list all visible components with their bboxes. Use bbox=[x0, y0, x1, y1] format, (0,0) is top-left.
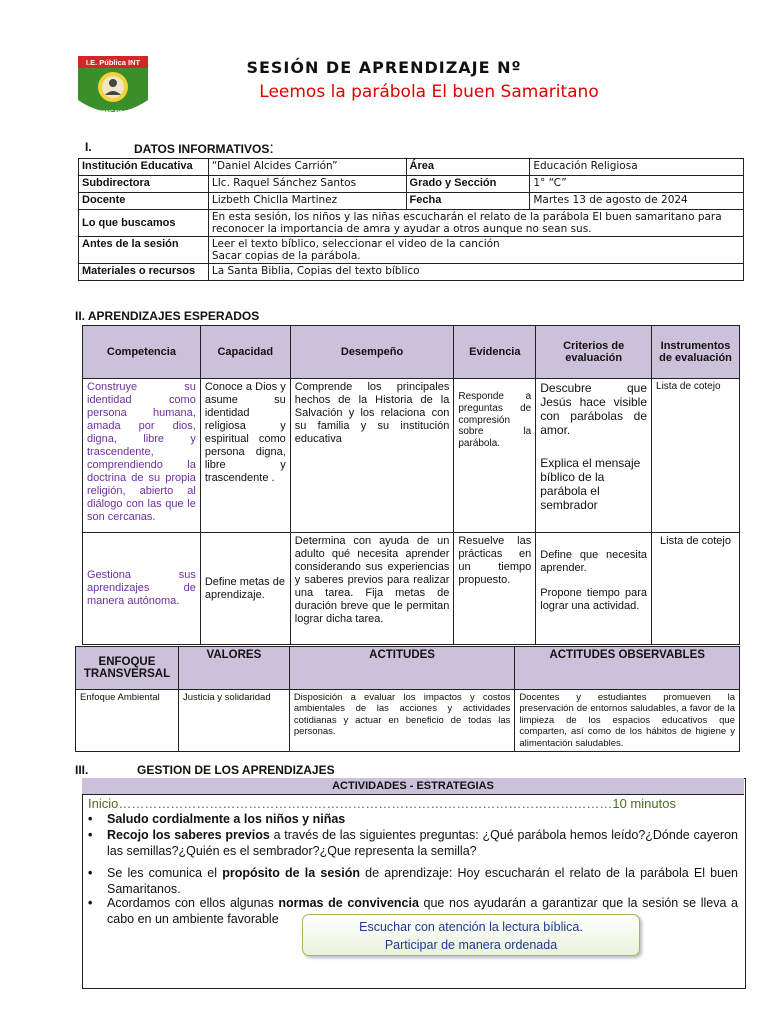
grado-value: 1° “C” bbox=[530, 176, 744, 193]
subdirectora-label: Subdirectora bbox=[79, 176, 209, 193]
bullet-normas: • Acordamos con ellos algunas normas de convivencia que nos ayudarán a garantizar que la sesión se lleva a cabo en un ambiente favorable bbox=[88, 896, 738, 926]
r1-evidencia: Responde a preguntas de compresión sobre la parábola. bbox=[454, 379, 536, 533]
col-competencia: Competencia bbox=[83, 326, 201, 379]
institucion-label: Institución Educativa bbox=[79, 159, 209, 176]
enfoque-table bbox=[75, 646, 740, 752]
r1-desempeno: Comprende los principales hechos de la Historia de la Salvación y los relaciona con su familia y su institución educativa bbox=[290, 379, 454, 533]
r2-instrumento: Lista de cotejo bbox=[652, 533, 740, 645]
r2-criterios bbox=[536, 533, 652, 645]
observables-value: Docentes y estudiantes promueven la preservación de entornos saludables, a favor de la limpieza de los espacios educativos que comparten, así como de los hábitos de higiene y alimentación saludables. bbox=[515, 690, 740, 752]
grado-label: Grado y Sección bbox=[406, 176, 530, 193]
docente-value: Lizbeth Chiclla Martinez bbox=[208, 193, 406, 210]
callout-line-2: Participar de manera ordenada bbox=[384, 938, 558, 952]
materiales-value: La Santa Biblia, Copias del texto bíblico bbox=[208, 264, 743, 281]
fecha-label: Fecha bbox=[406, 193, 530, 210]
subdirectora-value: LIc. Raquel Sánchez Santos bbox=[208, 176, 406, 193]
antes-label: Antes de la sesión bbox=[79, 237, 209, 264]
col-valores: VALORES bbox=[178, 647, 289, 690]
buscamos-label: Lo que buscamos bbox=[79, 210, 209, 237]
svg-text:CHANCAYLLO: CHANCAYLLO bbox=[94, 110, 132, 116]
enfoque-value: Enfoque Ambiental bbox=[76, 690, 179, 752]
area-label: Área bbox=[406, 159, 530, 176]
docente-label: Docente bbox=[79, 193, 209, 210]
section-1-heading: DATOS INFORMATIVOS: bbox=[134, 140, 274, 157]
bullet-normas-pre: Acordamos con ellos algunas bbox=[107, 896, 279, 910]
col-desempeno: Desempeño bbox=[290, 326, 454, 379]
r2-criterio-1: Define que necesita aprender. bbox=[540, 549, 648, 574]
bullet-saludo-text: Saludo cordialmente a los niños y niñas bbox=[107, 812, 346, 826]
page-title: SESIÓN DE APRENDIZAJE Nº bbox=[246, 58, 522, 77]
inicio-line: Inicio……………………………………………………………………………………………………10 minutos bbox=[88, 796, 676, 811]
bullet-proposito: • Se les comunica el propósito de la sesión de aprendizaje: Hoy escucharán el relato de la parábola El buen Samaritanos. bbox=[88, 866, 738, 896]
r1-instrumento: Lista de cotejo bbox=[652, 379, 740, 533]
buscamos-value: En esta sesión, los niños y las niñas escucharán el relato de la parábola El buen samaritano para reconocer la importancia de amra y ayudar a otros aunque no sean sus. bbox=[208, 210, 743, 237]
callout-line-1: Escuchar con atención la lectura bíblica. bbox=[359, 920, 583, 934]
area-value: Educación Religiosa bbox=[530, 159, 744, 176]
col-observables: ACTITUDES OBSERVABLES bbox=[515, 647, 740, 690]
r1-criterio-2: Explica el mensaje bíblico de la parábola el sembrador bbox=[540, 455, 641, 513]
section-3-number: III. bbox=[75, 763, 89, 777]
r2-evidencia: Resuelve las prácticas en un tiempo propuesto. bbox=[454, 533, 536, 645]
col-actitudes: ACTITUDES bbox=[289, 647, 515, 690]
col-enfoque: ENFOQUE TRANSVERSAL bbox=[76, 647, 179, 690]
institucion-value: “Daniel Alcides Carrión” bbox=[208, 159, 406, 176]
col-criterios: Criterios de evaluación bbox=[536, 326, 652, 379]
bullet-saberes: • Recojo los saberes previos a través de las siguientes preguntas: ¿Qué parábola hemos leído?¿Dónde cayeron las semillas?¿Quién es el sembrador?¿Que representa la semilla? bbox=[88, 828, 738, 858]
section-2-heading: II. APRENDIZAJES ESPERADOS bbox=[75, 309, 260, 323]
aprendizajes-table bbox=[82, 325, 740, 645]
col-instrumentos: Instrumentos de evaluación bbox=[652, 326, 740, 379]
r1-capacidad: Conoce a Dios y asume su identidad religiosa y espiritual como persona digna, libre y trascendente . bbox=[200, 379, 290, 533]
fecha-value: Martes 13 de agosto de 2024 bbox=[530, 193, 744, 210]
antes-value bbox=[208, 237, 743, 264]
bullet-saberes-bold: Recojo los saberes previos bbox=[107, 828, 270, 842]
bullet-saludo: • Saludo cordialmente a los niños y niñas bbox=[88, 812, 738, 828]
materiales-label: Materiales o recursos bbox=[79, 264, 209, 281]
r2-criterio-2: Propone tiempo para lograr una actividad. bbox=[540, 586, 648, 612]
r2-competencia: Gestiona sus aprendizajes de manera autónoma. bbox=[83, 533, 201, 645]
antes-line-1: Leer el texto bíblico, seleccionar el video de la canción bbox=[211, 238, 500, 250]
bullet-proposito-pre: Se les comunica el bbox=[107, 866, 223, 880]
r1-competencia: Construye su identidad como persona humana, amada por dios, digna, libre y trascendente, comprendiendo la doctrina de su propia religión, abierto al diálogo con las que le son cercanas. bbox=[83, 379, 201, 533]
col-capacidad: Capacidad bbox=[200, 326, 290, 379]
normas-callout bbox=[302, 914, 640, 956]
bullet-normas-bold: normas de convivencia bbox=[278, 896, 419, 910]
r2-capacidad: Define metas de aprendizaje. bbox=[200, 533, 290, 645]
bullet-saberes-text: a través de las siguientes preguntas: ¿Qué parábola hemos leído?¿Dónde cayeron las semillas?¿Quién es el sembrador?¿Que representa la semilla? bbox=[107, 828, 738, 858]
gestion-table-header: ACTIVIDADES - ESTRATEGIAS bbox=[82, 778, 744, 795]
r2-desempeno: Determina con ayuda de un adulto qué necesita aprender considerando sus experiencias y saberes previos para realizar una tarea. Fija metas de duración breve que le permitan lograr dicha tarea. bbox=[290, 533, 454, 645]
actitudes-value: Disposición a evaluar los impactos y costos ambientales de las acciones y actividades cotidianas y actuar en beneficio de todas las personas. bbox=[289, 690, 515, 752]
section-1-number: I. bbox=[85, 140, 92, 154]
r1-criterio-1: Descubre que Jesús hace visible con parábolas de amor. bbox=[540, 381, 648, 438]
page-subtitle: Leemos la parábola El buen Samaritano bbox=[259, 82, 599, 102]
datos-informativos-table bbox=[78, 158, 744, 281]
bullet-proposito-text: de aprendizaje: Hoy escucharán el relato de la parábola El buen Samaritanos. bbox=[107, 866, 738, 896]
svg-text:I.E. Pública INT: I.E. Pública INT bbox=[85, 58, 141, 67]
r1-criterios bbox=[536, 379, 652, 533]
bullet-proposito-bold: propósito de la sesión bbox=[222, 866, 360, 880]
bullet-normas-text: que nos ayudarán a garantizar que la sesión se lleva a cabo en un ambiente favorable bbox=[107, 896, 738, 926]
valores-value: Justicia y solidaridad bbox=[178, 690, 289, 752]
section-3-heading: GESTION DE LOS APRENDIZAJES bbox=[137, 763, 335, 777]
antes-line-2: Sacar copias de la parábola. bbox=[211, 250, 361, 262]
col-evidencia: Evidencia bbox=[454, 326, 536, 379]
